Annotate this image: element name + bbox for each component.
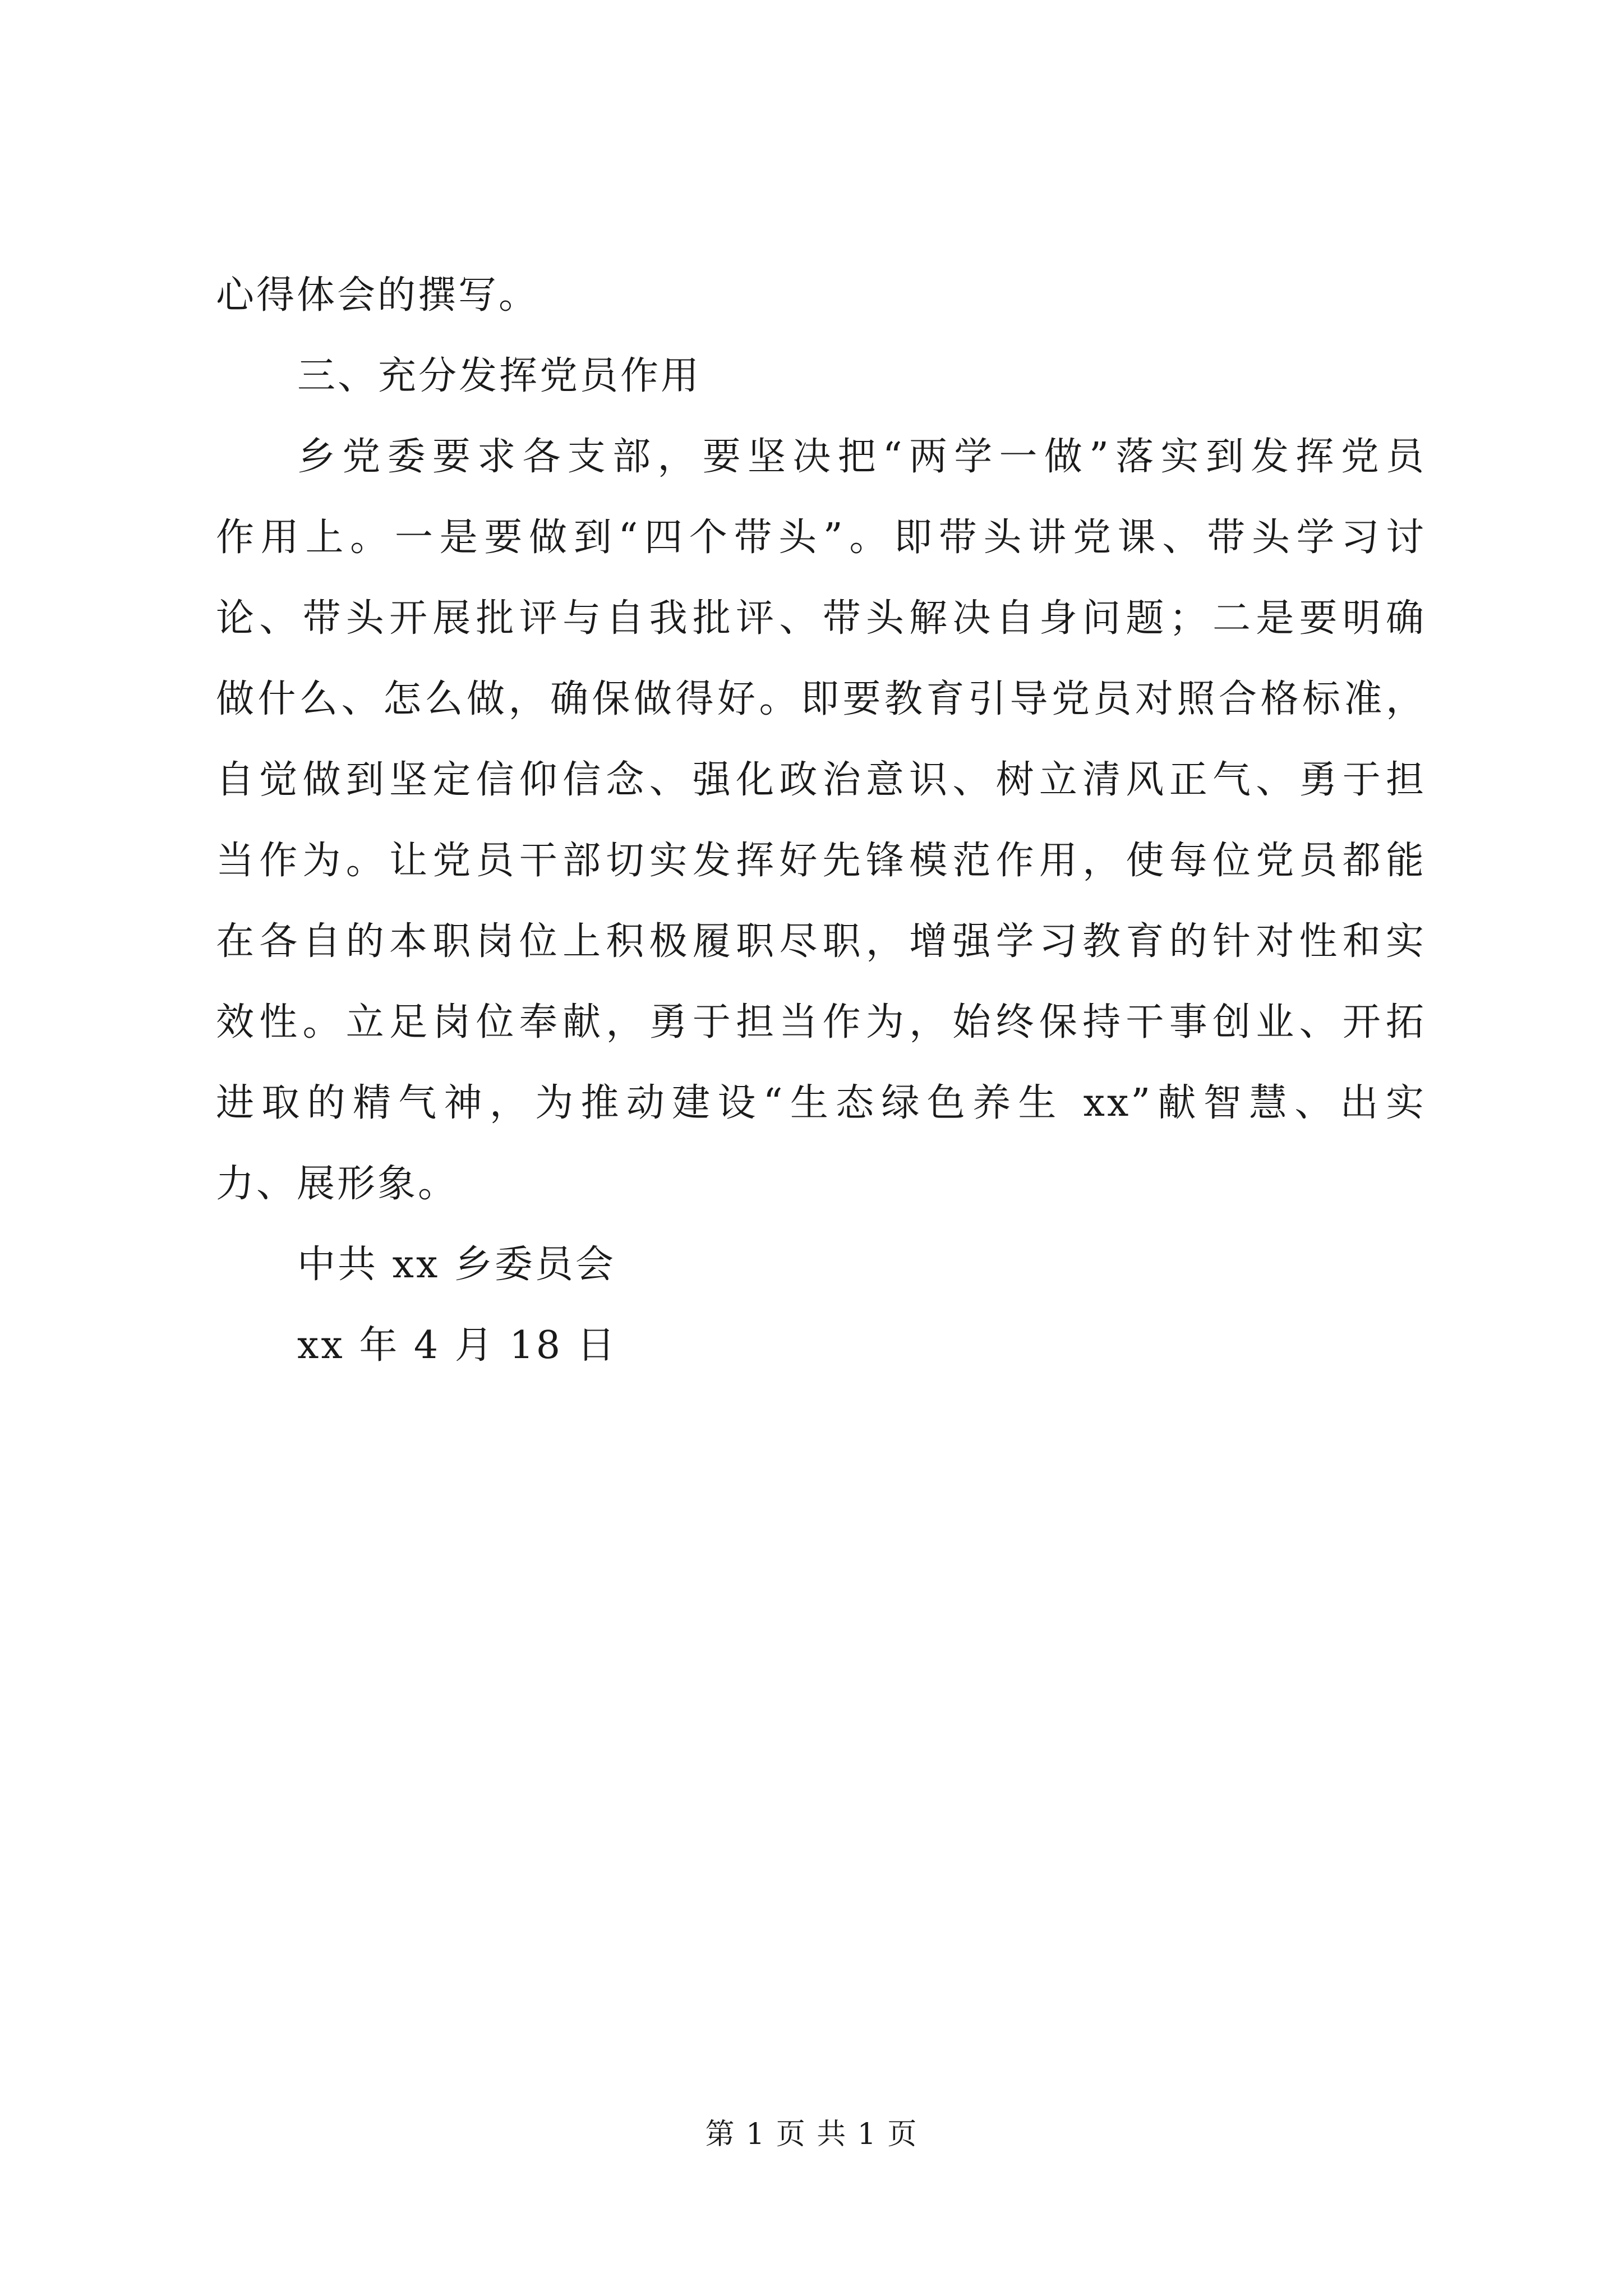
signature-org: 中共 xx 乡委员会 xyxy=(297,1243,616,1287)
document-body xyxy=(216,255,1426,1386)
paragraph-line: 效性。立足岗位奉献，勇于担当作为，始终保持干事创业、开拓 xyxy=(216,1000,1426,1045)
paragraph-line: 当作为。让党员干部切实发挥好先锋模范作用，使每位党员都能 xyxy=(216,839,1426,883)
paragraph-line: 论、带头开展批评与自我批评、带头解决自身问题；二是要明确 xyxy=(216,596,1426,641)
paragraph-line: 进取的精气神，为推动建设“生态绿色养生 xx”献智慧、出实 xyxy=(216,1081,1426,1125)
section-heading: 三、充分发挥党员作用 xyxy=(297,354,702,398)
paragraph-line: 心得体会的撰写。 xyxy=(216,273,540,318)
paragraph-line: 作用上。一是要做到“四个带头”。即带头讲党课、带头学习讨 xyxy=(216,516,1426,560)
paragraph-line: 做什么、怎么做，确保做得好。即要教育引导党员对照合格标准， xyxy=(216,677,1426,721)
paragraph-line: 在各自的本职岗位上积极履职尽职，增强学习教育的针对性和实 xyxy=(216,919,1426,964)
paragraph-line: 力、展形象。 xyxy=(216,1162,459,1206)
page-footer xyxy=(0,2115,1623,2154)
paragraph-line: 自觉做到坚定信仰信念、强化政治意识、树立清风正气、勇于担 xyxy=(216,758,1426,802)
signature-date: xx 年 4 月 18 日 xyxy=(297,1323,617,1368)
paragraph-line: 乡党委要求各支部，要坚决把“两学一做”落实到发挥党员 xyxy=(297,435,1426,479)
page-number-label: 第 1 页 共 1 页 xyxy=(705,2118,918,2151)
